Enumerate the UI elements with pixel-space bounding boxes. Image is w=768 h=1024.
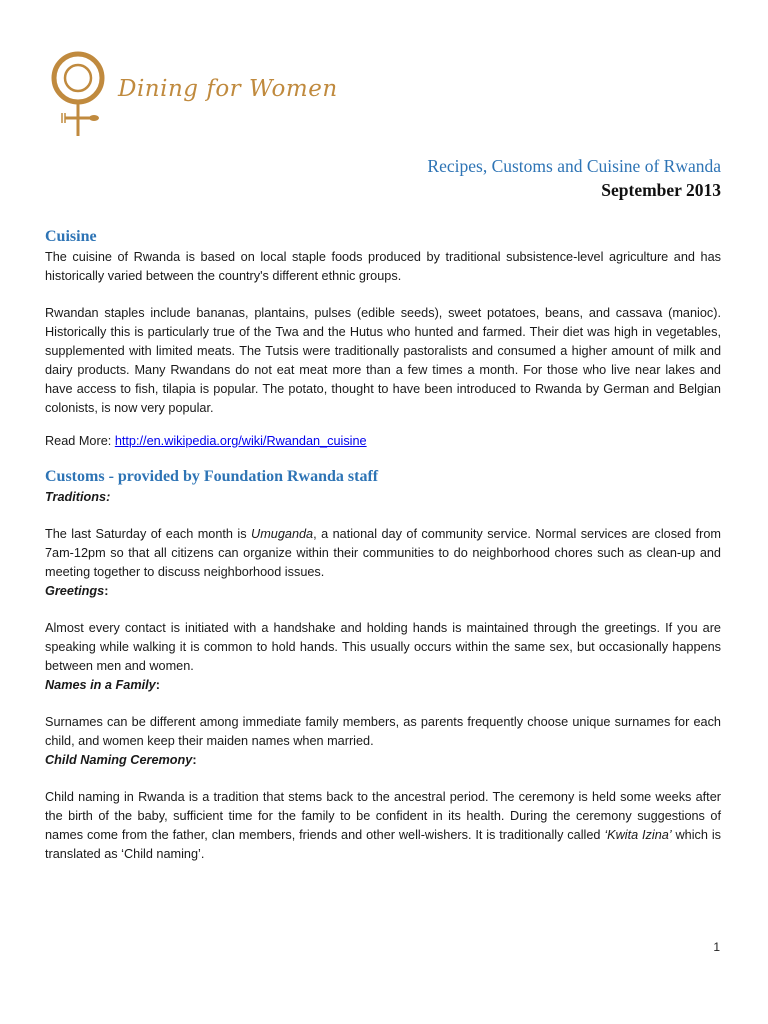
document-date: September 2013 (601, 180, 721, 200)
naming-text-1: Child naming in Rwanda is a tradition that stems back to the ancestral period. The ceremony is held some weeks after the birth of the baby, sufficient time for the family to be confident in its health. During the ceremony suggestions of names come from the father, clan members, friends and other well-wishers. It is traditionally called (45, 790, 721, 842)
names-colon: : (155, 678, 160, 692)
logo-emblem-icon (48, 42, 118, 142)
page-number: 1 (713, 940, 720, 954)
traditions-label: Traditions: (45, 490, 111, 504)
greetings-label (45, 582, 721, 601)
traditions-text-1: The last Saturday of each month is (45, 527, 252, 541)
greetings-paragraph: Almost every contact is initiated with a handshake and holding hands is maintained through the greetings. If you are speaking while walking it is common to hold hands. This usually occurs within the same sex, but occasionally happens between men and women. (45, 621, 721, 673)
names-label (45, 676, 721, 695)
traditions-paragraph (45, 525, 721, 582)
document-title: Recipes, Customs and Cuisine of Rwanda (427, 156, 721, 176)
document-body (45, 226, 721, 864)
naming-colon: : (192, 753, 197, 767)
naming-label (45, 751, 721, 770)
kwita-izina-term: ‘Kwita Izina’ (604, 828, 672, 842)
greetings-label-text: Greetings (45, 584, 105, 598)
naming-text-2: which is translated as ‘Child naming’. (45, 828, 721, 861)
customs-heading: Customs - provided by Foundation Rwanda staff (45, 468, 379, 485)
read-more (45, 432, 721, 451)
naming-paragraph (45, 788, 721, 864)
naming-label-text: Child Naming Ceremony (45, 753, 193, 767)
dining-for-women-logo (48, 42, 338, 142)
wikipedia-link[interactable]: http://en.wikipedia.org/wiki/Rwandan_cuisine (114, 434, 367, 448)
traditions-text-2: , a national day of community service. Normal services are closed from 7am-12pm so that all citizens can organize within their communities to do neighborhood chores such as clean-up and meeting together to discuss neighborhood issues. (45, 527, 721, 579)
cuisine-heading: Cuisine (45, 228, 97, 245)
logo-text: Dining for Women (118, 76, 338, 102)
umuganda-term: Umuganda (251, 527, 314, 541)
title-block (427, 154, 721, 202)
names-paragraph: Surnames can be different among immediate family members, as parents frequently choose unique surnames for each child, and women keep their maiden names when married. (45, 715, 721, 748)
names-label-text: Names in a Family (45, 678, 156, 692)
greetings-colon: : (104, 584, 109, 598)
cuisine-paragraph-1: The cuisine of Rwanda is based on local staple foods produced by traditional subsistence-level agriculture and has historically varied between the country's different ethnic groups. (45, 250, 721, 283)
cuisine-paragraph-2: Rwandan staples include bananas, plantains, pulses (edible seeds), sweet potatoes, beans, and cassava (manioc). Historically this is particularly true of the Twa and the Hutus who hunted and farmed. Their diet was high in vegetables, supplemented with limited meats. The Tutsis were traditionally pastoralists and consumed a higher amount of milk and dairy products. Many Rwandans do not eat meat more than a few times a month. For those who live near lakes and have access to fish, tilapia is popular. The potato, thought to have been introduced to Rwanda by German and Belgian colonists, is now very popular. (45, 306, 721, 415)
read-more-label: Read More: (45, 434, 112, 448)
